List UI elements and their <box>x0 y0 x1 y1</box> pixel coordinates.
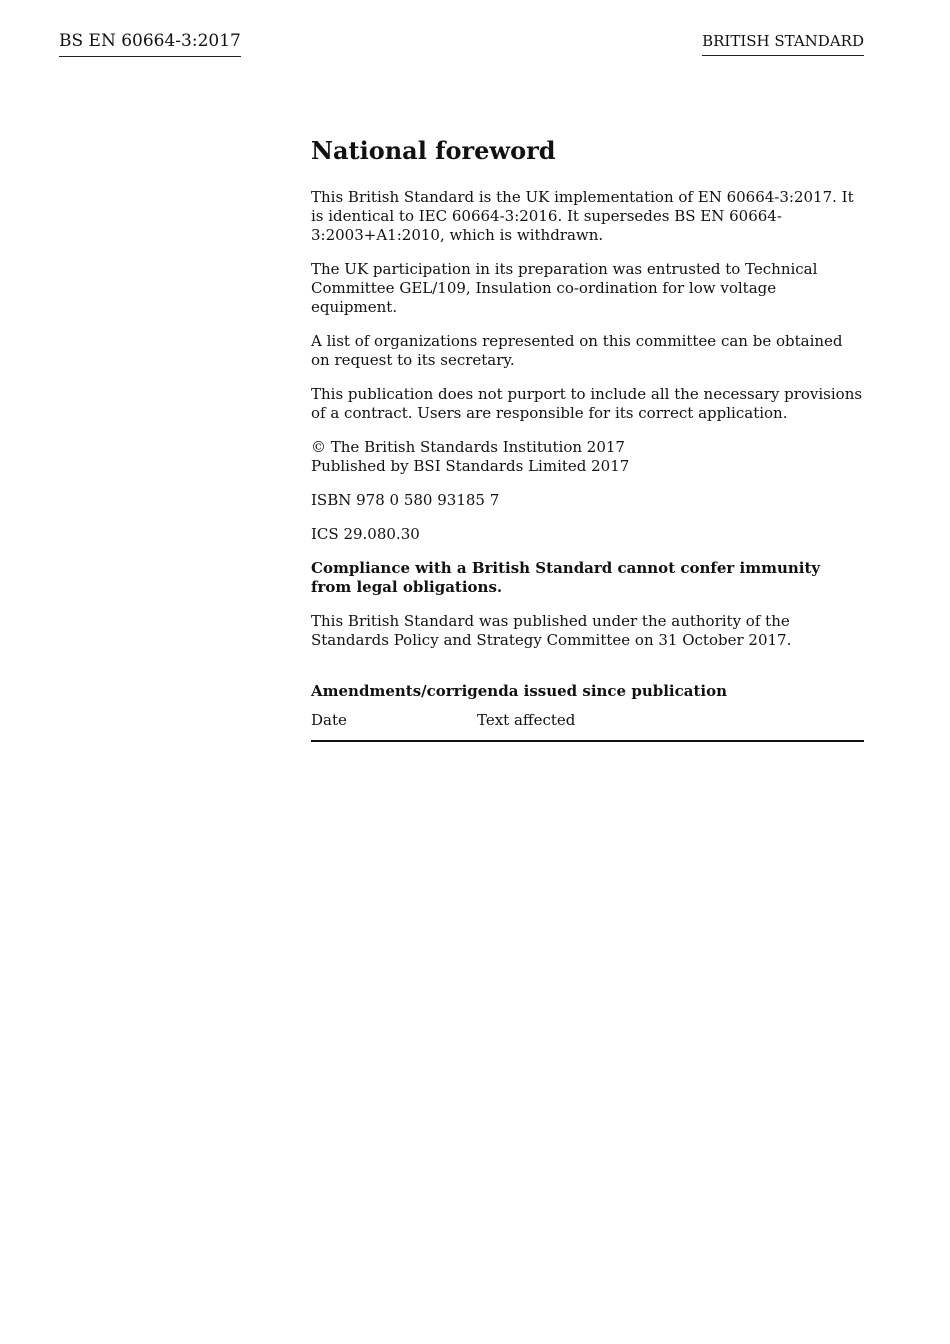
contract-paragraph: This publication does not purport to include all the necessary provisions of a contract. Users are responsible for its correct application. <box>311 385 863 422</box>
authority-paragraph: This British Standard was published under the authority of the Standards Policy and Strategy Committee on 31 October 2017. <box>311 612 792 649</box>
organizations-paragraph: A list of organizations represented on this committee can be obtained on request to its secretary. <box>311 332 843 369</box>
implementation-paragraph: This British Standard is the UK implementation of EN 60664-3:2017. It is identical to IEC 60664-3:2016. It supersedes BS EN 60664-3:2003+A1:2010, which is withdrawn. <box>311 188 854 244</box>
text-affected-column-header: Text affected <box>477 711 576 729</box>
ics-line: ICS 29.080.30 <box>311 525 420 543</box>
document-reference: BS EN 60664-3:2017 <box>59 31 241 57</box>
committee-paragraph: The UK participation in its preparation was entrusted to Technical Committee GEL/109, Insulation co-ordination for low voltage equipment. <box>311 260 818 316</box>
isbn-line: ISBN 978 0 580 93185 7 <box>311 491 500 509</box>
foreword-section <box>311 136 864 742</box>
amendments-heading: Amendments/corrigenda issued since publication <box>311 682 727 700</box>
date-column-header: Date <box>311 711 347 729</box>
page-title: National foreword <box>311 136 556 165</box>
copyright-line: © The British Standards Institution 2017 <box>311 438 625 456</box>
copyright-block <box>311 438 864 476</box>
published-line: Published by BSI Standards Limited 2017 <box>311 457 630 475</box>
compliance-notice: Compliance with a British Standard cannot confer immunity from legal obligations. <box>311 559 821 596</box>
publisher-label: BRITISH STANDARD <box>702 32 864 56</box>
amendments-table <box>311 711 864 742</box>
